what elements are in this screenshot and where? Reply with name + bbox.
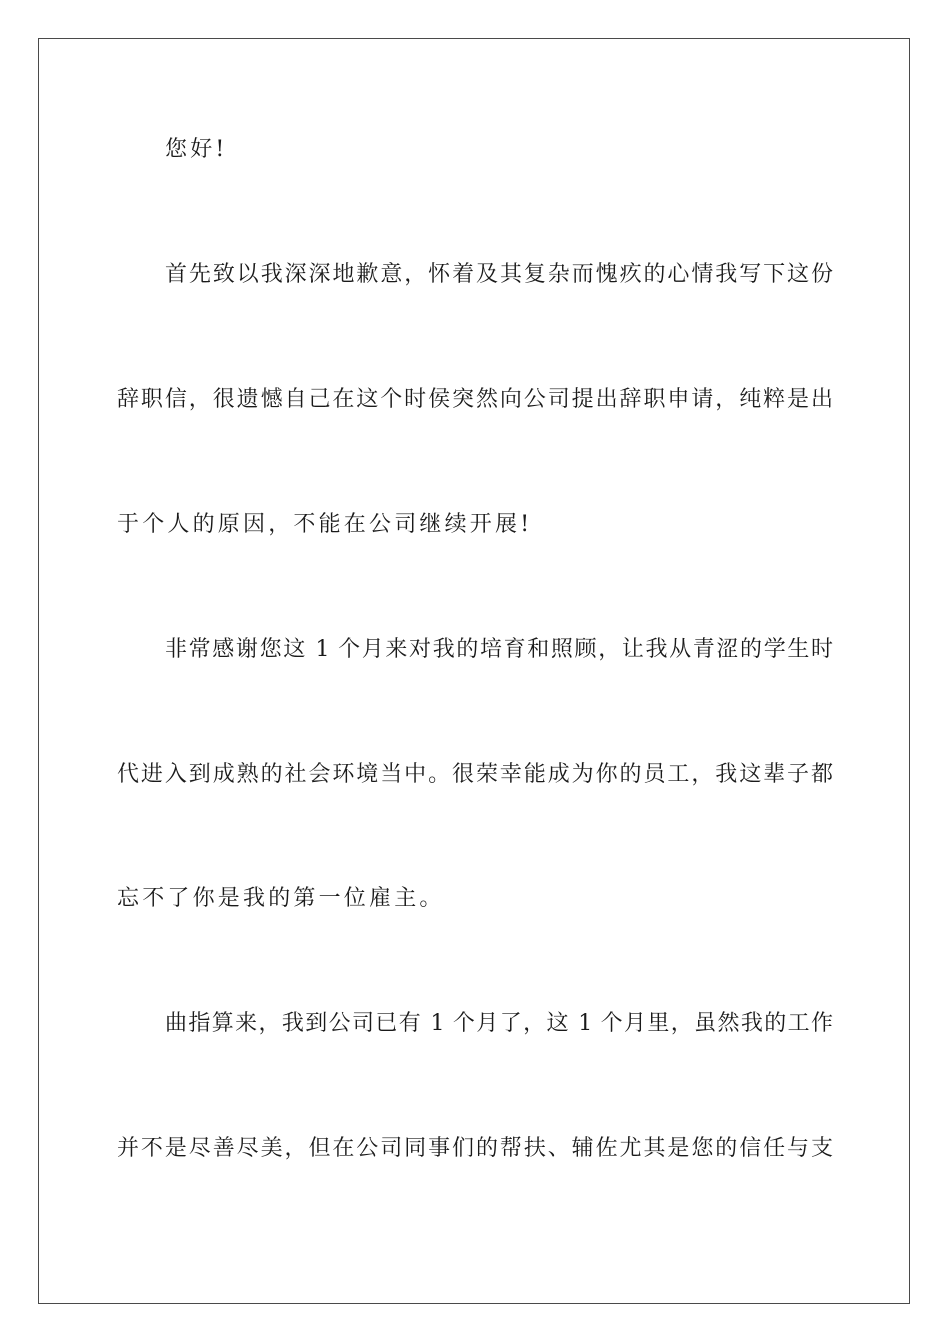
paragraph-2-line-2: 代进入到成熟的社会环境当中。很荣幸能成为你的员工，我这辈子都 xyxy=(117,762,833,787)
paragraph-3-line-1: 曲指算来，我到公司已有 1 个月了，这 1 个月里，虽然我的工作 xyxy=(165,1011,833,1036)
paragraph-2-line-1: 非常感谢您这 1 个月来对我的培育和照顾，让我从青涩的学生时 xyxy=(165,637,833,662)
page-border xyxy=(38,38,910,1304)
paragraph-3-line-2: 并不是尽善尽美，但在公司同事们的帮扶、辅佐尤其是您的信任与支 xyxy=(117,1136,833,1161)
paragraph-1-line-1: 首先致以我深深地歉意，怀着及其复杂而愧疚的心情我写下这份 xyxy=(165,262,833,287)
greeting-line: 您好! xyxy=(165,137,228,162)
paragraph-1-line-2: 辞职信，很遗憾自己在这个时侯突然向公司提出辞职申请，纯粹是出 xyxy=(117,387,833,412)
paragraph-1-line-3: 于个人的原因，不能在公司继续开展! xyxy=(117,512,533,537)
paragraph-2-line-3: 忘不了你是我的第一位雇主。 xyxy=(117,886,445,911)
